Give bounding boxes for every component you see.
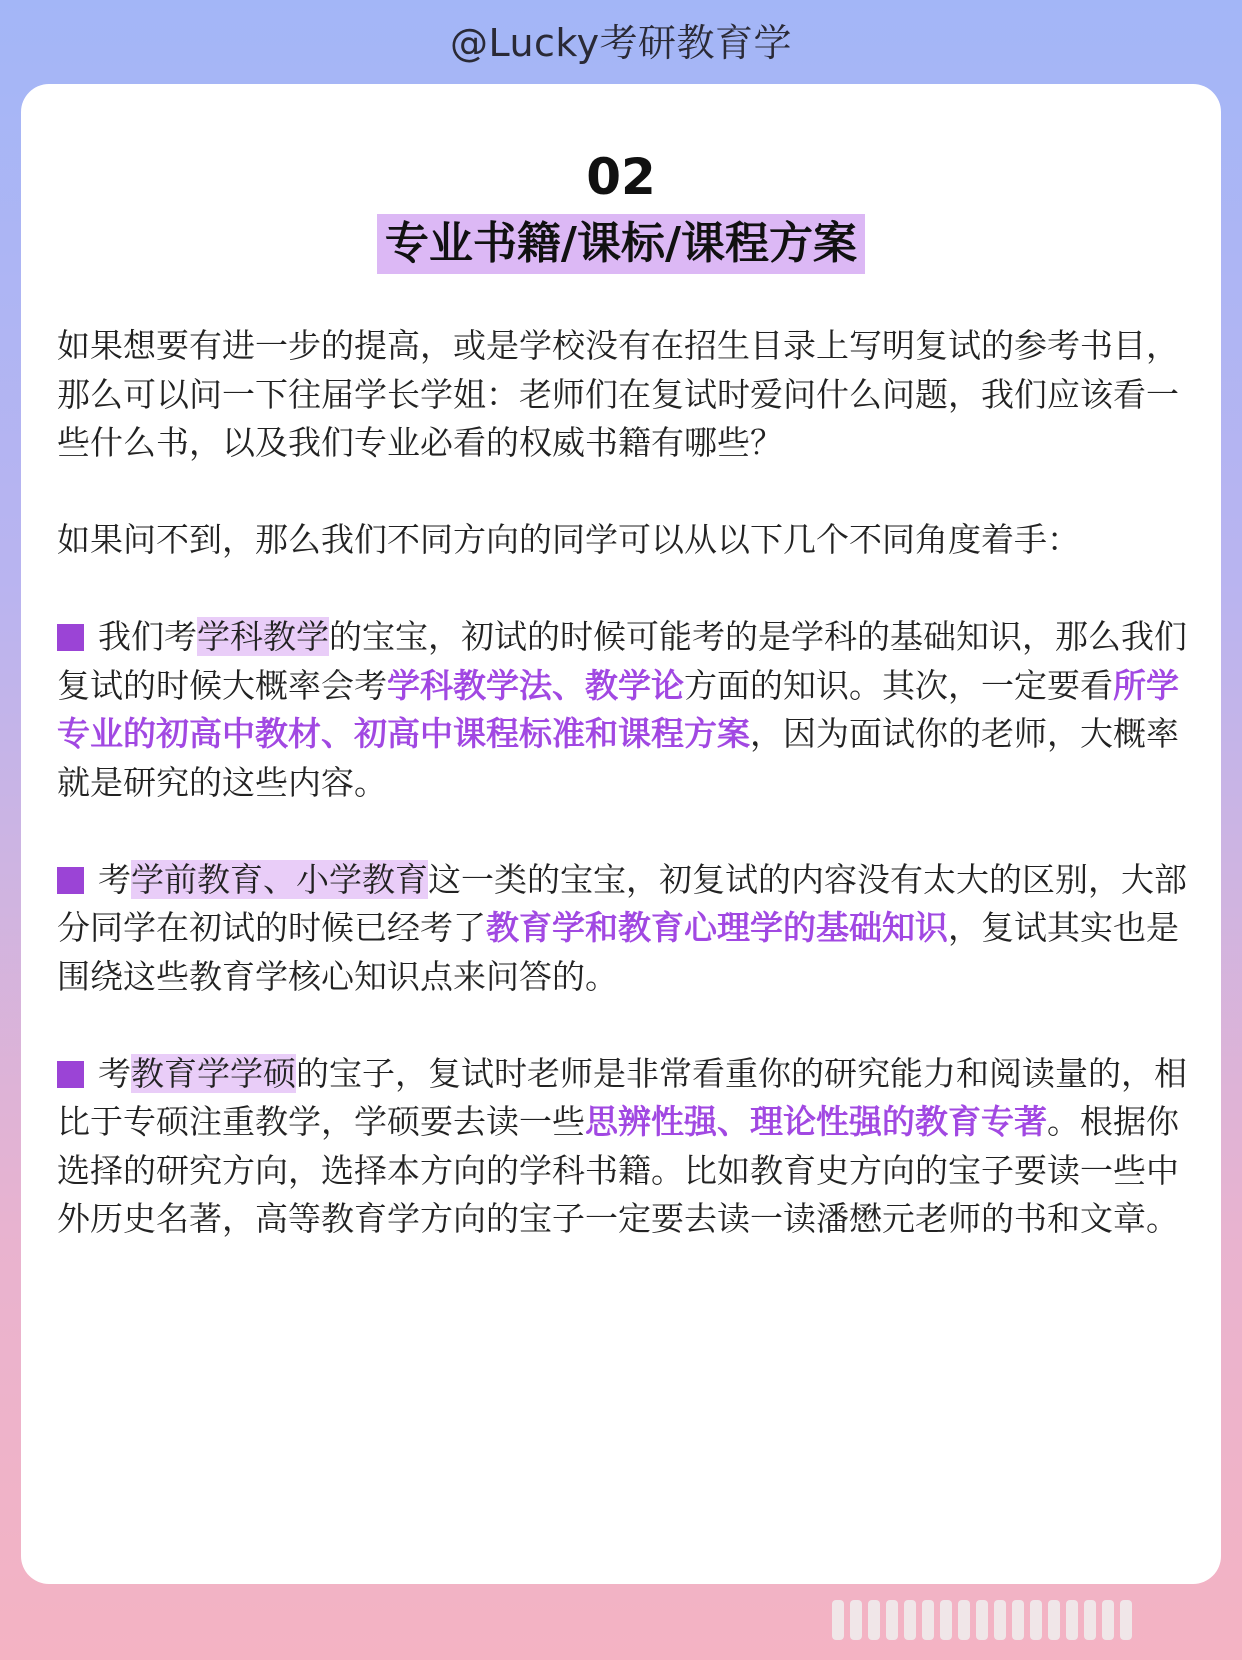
- intro-paragraph-2: 如果问不到，那么我们不同方向的同学可以从以下几个不同角度着手：: [57, 520, 1080, 559]
- square-bullet-icon: [57, 1061, 84, 1088]
- watermark-dots: [832, 1600, 1162, 1640]
- emphasis-text: 学科教学法、教学论: [387, 665, 684, 705]
- emphasis-text: 思辨性强、理论性强的教育专著: [585, 1102, 1047, 1141]
- highlight-text: 学科教学: [197, 617, 329, 656]
- square-bullet-icon: [57, 624, 84, 651]
- highlight-text: 学前教育、小学教育: [131, 859, 428, 899]
- square-bullet-icon: [57, 867, 84, 894]
- emphasis-text: 所学专业的初高中教材、初高中课程标准和课程方案: [57, 665, 1179, 753]
- bullet-item-academic-master: 考教育学学硕的宝子，复试时老师是非常看重你的研究能力和阅读量的，相比于专硕注重教学，学硕要去读一些思辨性强、理论性强的教育专著。根据你选择的研究方向，选择本方向的学科书籍。比如教育史方向的宝子要读一些中外历史名著，高等教育学方向的宝子一定要去读一读潘懋元老师的书和文章。: [57, 1053, 1187, 1238]
- section-title: 专业书籍/课标/课程方案: [377, 214, 865, 274]
- bullet-item-preschool-primary: 考学前教育、小学教育这一类的宝宝，初复试的内容没有太大的区别，大部分同学在初试的时候已经考了教育学和教育心理学的基础知识，复试其实也是围绕这些教育学核心知识点来问答的。: [57, 859, 1187, 996]
- section-title-wrap: [0, 214, 1242, 274]
- author-handle: @Lucky考研教育学: [449, 21, 793, 65]
- bullet-item-subject-teaching: 我们考学科教学的宝宝，初试的时候可能考的是学科的基础知识，那么我们复试的时候大概率会考学科教学法、教学论方面的知识。其次，一定要看所学专业的初高中教材、初高中课程标准和课程方案，因为面试你的老师，大概率就是研究的这些内容。: [57, 617, 1187, 802]
- section-number: 02: [586, 148, 656, 206]
- emphasis-text: 教育学和教育心理学的基础知识: [486, 908, 948, 947]
- article-body: [57, 322, 1187, 1292]
- highlight-text: 教育学学硕: [131, 1053, 296, 1093]
- intro-paragraph: 如果想要有进一步的提高，或是学校没有在招生目录上写明复试的参考书目，那么可以问一下往届学长学姐：老师们在复试时爱问什么问题，我们应该看一些什么书，以及我们专业必看的权威书籍有哪些？: [57, 326, 1179, 462]
